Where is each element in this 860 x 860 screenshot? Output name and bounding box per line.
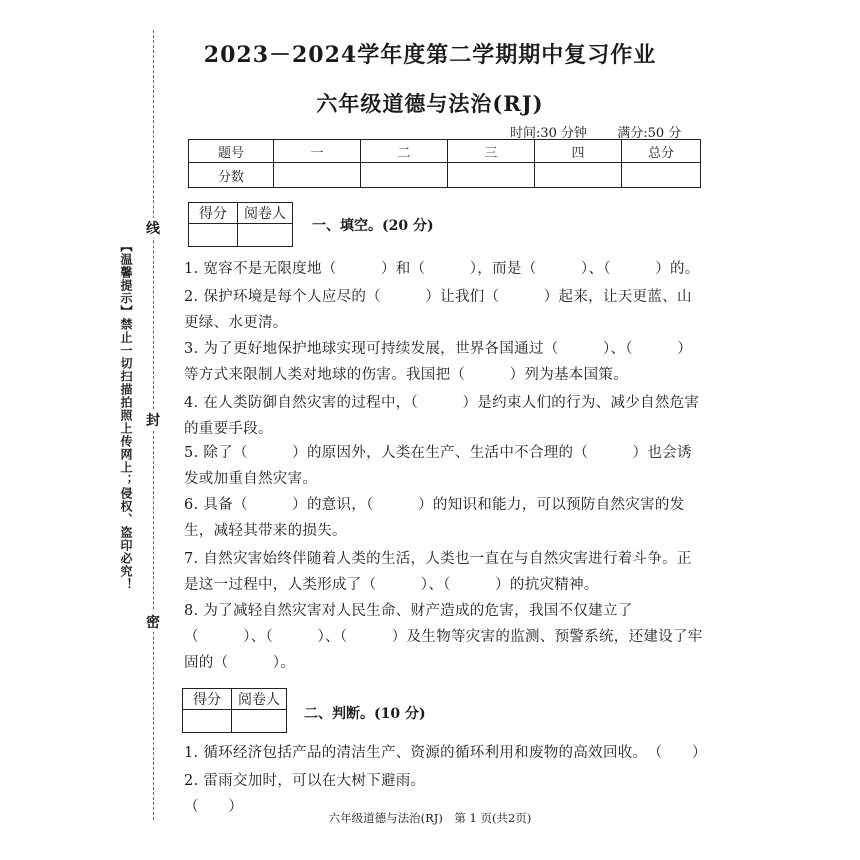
exam-full-score: 满分:50 分	[617, 126, 682, 141]
score-table-cell: 一	[274, 140, 361, 163]
fill-question-7: 7. 自然灾害始终伴随着人类的生活，人类也一直在与自然灾害进行着斗争。正是这一过程中，人类形成了（ ）、（ ）的抗灾精神。	[184, 551, 692, 593]
grader-name-cell[interactable]	[232, 710, 287, 733]
score-table-cell: 二	[361, 140, 448, 163]
grader-name-label: 阅卷人	[238, 203, 293, 224]
fill-question-8: 8. 为了减轻自然灾害对人民生命、财产造成的危害，我国不仅建立了（ ）、（ ）、（ ）及生物等灾害的监测、预警系统，还建设了牢固的（ ）。	[184, 603, 703, 671]
grader-box-1	[188, 202, 293, 247]
exam-subtitle: 六年级道德与法治(RJ)	[316, 91, 544, 116]
score-table	[188, 139, 701, 188]
binding-mark-mi: 密	[146, 612, 160, 632]
exam-time: 时间:30 分钟	[510, 126, 588, 141]
fill-question-5: 5. 除了（ ）的原因外，人类在生产、生活中不合理的（ ）也会诱发或加重自然灾害。	[184, 445, 692, 487]
section-2-title: 二、判断。(10 分)	[304, 706, 426, 722]
exam-title: 2023－2024学年度第二学期期中复习作业	[203, 42, 657, 68]
fill-question-6: 6. 具备（ ）的意识，（ ）的知识和能力，可以预防自然灾害的发生，减轻其带来的损失。	[184, 497, 685, 539]
score-table-cell: 总分	[622, 140, 701, 163]
score-table-cell: 四	[535, 140, 622, 163]
score-input-cell[interactable]	[274, 163, 361, 188]
fill-question-3: 3. 为了更好地保护地球实现可持续发展，世界各国通过（ ）、（ ）等方式来限制人类对地球的伤害。我国把（ ）列为基本国策。	[184, 341, 693, 383]
binding-margin	[118, 30, 158, 830]
grader-name-label: 阅卷人	[232, 689, 287, 710]
score-input-cell[interactable]	[622, 163, 701, 188]
grader-score-cell[interactable]	[189, 224, 238, 247]
judge-question-1: 1. 循环经济包括产品的清洁生产、资源的循环利用和废物的高效回收。 （ ）	[184, 745, 707, 761]
score-table-score-row	[189, 163, 701, 188]
score-input-cell[interactable]	[535, 163, 622, 188]
grader-box-2	[182, 688, 287, 733]
grader-score-label: 得分	[189, 203, 238, 224]
section-1-title: 一、填空。(20 分)	[312, 218, 434, 234]
score-table-cell: 三	[448, 140, 535, 163]
score-table-header-row	[189, 140, 701, 163]
fill-question-1: 1. 宽容不是无限度地（ ）和（ ），而是（ ）、（ ）的。	[184, 261, 700, 277]
score-input-cell[interactable]	[361, 163, 448, 188]
grader-score-label: 得分	[183, 689, 232, 710]
grader-score-cell[interactable]	[183, 710, 232, 733]
fill-question-4: 4. 在人类防御自然灾害的过程中，（ ）是约束人们的行为、减少自然危害的重要手段。	[184, 395, 700, 437]
grader-name-cell[interactable]	[238, 224, 293, 247]
fill-question-2: 2. 保护环境是每个人应尽的（ ）让我们（ ）起来，让天更蓝、山更绿、水更清。	[184, 289, 692, 331]
score-input-cell[interactable]	[448, 163, 535, 188]
binding-mark-feng: 封	[146, 410, 160, 430]
score-table-cell: 分数	[189, 163, 274, 188]
score-table-cell: 题号	[189, 140, 274, 163]
binding-notice: 【温馨提示】禁止一切扫描拍照上传网上；侵权、盗印必究！	[119, 240, 133, 591]
judge-question-2: 2. 雷雨交加时，可以在大树下避雨。 （ ）	[184, 773, 670, 815]
binding-mark-xian: 线	[146, 218, 160, 238]
page-footer: 六年级道德与法治(RJ) 第 1 页(共2页)	[328, 811, 532, 825]
